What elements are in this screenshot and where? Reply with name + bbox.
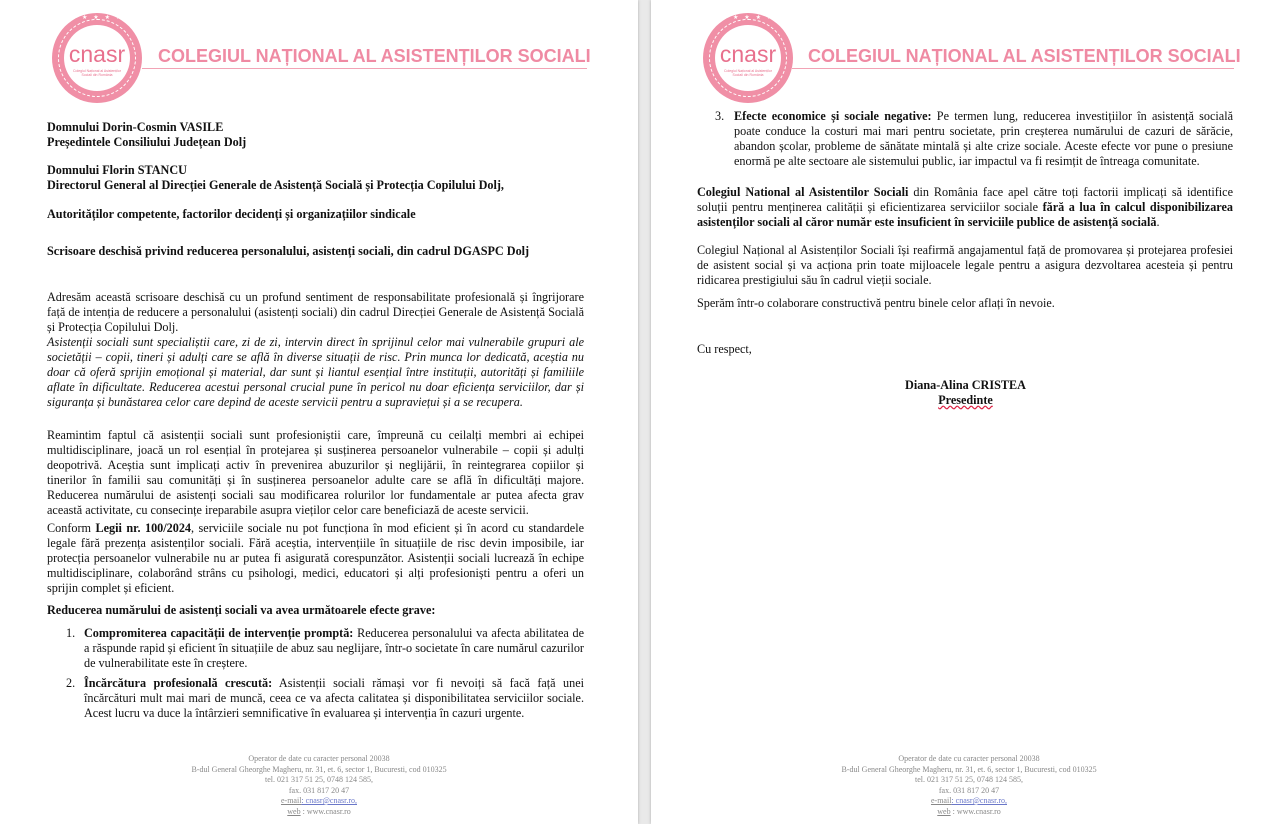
email-link[interactable]: : cnasr@cnasr.ro,: [301, 796, 357, 805]
recipient-1-title: Președintele Consiliului Județean Dolj: [47, 135, 247, 149]
law-reference: Legii nr. 100/2024: [95, 521, 192, 535]
org-name: COLEGIUL NAȚIONAL AL ASISTENȚILOR SOCIALI: [158, 46, 591, 66]
org-name: COLEGIUL NAȚIONAL AL ASISTENȚILOR SOCIALI: [808, 46, 1241, 66]
logo-subtext: Colegiul Național al Asistenților Sociali din România: [72, 68, 122, 77]
email-label: e-mail: [280, 796, 302, 805]
recipient-2-title: Directorul General al Direcției Generale de Asistență Socială și Protecția Copilului Dolj,: [47, 178, 504, 192]
header-divider: [792, 68, 1234, 69]
recipient-1-name: Domnului Dorin-Cosmin VASILE: [47, 120, 224, 134]
logo-text: cnasr: [68, 40, 126, 67]
email-label: e-mail: [930, 796, 952, 805]
list-number: 1.: [66, 626, 76, 640]
list-number: 3.: [715, 109, 725, 123]
letter-subject: Scrisoare deschisă privind reducerea personalului, asistenți sociali, din cadrul DGASPC Dolj: [47, 244, 530, 258]
effect-item-3: Efecte economice și sociale negative: Pe termen lung, reducerea investițiilor în asistență socială poate conduce la costuri mai mari pentru societate, prin creșterea numărului de cazuri de sărăcie, abandon școlar, probleme de sănătate mintală și alte crize sociale. Aceste efecte vor pune o presiune enormă pe alte sectoare ale sistemului public, iar impactul va fi resimțit de întreaga comunitate.: [734, 109, 1233, 168]
cnasr-logo: ★ ★ ★ ★ ★ ★ ★ cnasr Colegiul Național al Asistenților Sociali din România: [703, 13, 793, 103]
list-number: 2.: [66, 676, 76, 690]
web-label: web: [937, 806, 951, 816]
cnasr-logo: ★ ★ ★ ★ ★ ★ ★ cnasr Colegiul Național al Asistenților Sociali din România: [52, 13, 142, 103]
document-page-1: [0, 0, 638, 824]
paragraph-appeal: Colegiul National al Asistentilor Sociali din România face apel către toți factorii implicați să identifice soluții pentru menținerea calității și eficientizarea serviciilor sociale fără a lua în calcul disponibilizarea asistenților sociali al căror număr este insuficient în serviciile publice de asistență socială.: [697, 185, 1233, 229]
effect-item-2: Încărcătura profesională crescută: Asistenții sociali rămași vor fi nevoiți să facă față unei încărcături mult mai mari de muncă, ceea ce va afecta calitatea și disponibilitatea serviciilor sociale. Acest lucru va duce la întârzieri semnificative în evaluarea și intervenția în cazuri urgente.: [84, 676, 585, 720]
effects-heading: Reducerea numărului de asistenți sociali va avea următoarele efecte grave:: [47, 603, 436, 617]
signer-title: Presedinte: [938, 393, 993, 407]
paragraph-intro: Adresăm această scrisoare deschisă cu un profund sentiment de responsabilitate profesională și îngrijorare față de intenția de reducere a personalului (asistenți sociali) din cadrul Direcției Generale de Asistență Socială și Protecția Copilului Dolj. Asistenții sociali sunt specialiștii care, zi de zi, intervin direct în sprijinul celor mai vulnerabile grupuri ale societății – copii, tineri și adulți care se află în diverse situații de risc. Prin munca lor dedicată, aceștia nu doar că oferă sprijin emoțional și material, dar sunt și liantul esențial între instituții, autorități și familiile aflate în dificultate. Reducerea acestui personal crucial pune în pericol nu doar eficiența serviciilor, dar și siguranța și bunăstarea celor care depind de aceste servicii pentru a supraviețui și a se recupera.: [47, 290, 584, 409]
effect-item-1: Compromiterea capacității de intervenție promptă: Reducerea personalului va afecta abilitatea de a răspunde rapid și eficient în situațiile de abuz sau neglijare, într-o societate în care numărul cazurilor de vulnerabilitate este în creștere.: [84, 626, 585, 670]
paragraph-law: Conform Legii nr. 100/2024, serviciile sociale nu pot funcționa în mod eficient și în acord cu standardele legale fără prezența asistenților sociali. Fără aceștia, intervențiile în situațiile de risc devin imposibile, iar protecția persoanelor vulnerabile nu ar putea fi asigurată corespunzător. Asistenții sociali lucrează în echipe multidisciplinare, colaborând strâns cu psihologi, medici, educatori și alți profesioniști pentru a oferi un sprijin complet și eficient.: [47, 521, 584, 595]
header-divider: [142, 68, 587, 69]
page-footer: Operator de date cu caracter personal 20038 B-dul General Gheorghe Magheru, nr. 31, et. 6, sector 1, Bucuresti, cod 010325 tel. 021 317 51 25, 0748 124 585, fax. 031 817 20 47 e-mail: cnasr@cnasr.ro, web : www.cnasr.ro: [841, 754, 1097, 816]
paragraph-hope: Sperăm într-o colaborare constructivă pentru binele celor aflați în nevoie.: [697, 296, 1055, 310]
signer-name: Diana-Alina CRISTEA: [905, 378, 1026, 392]
web-label: web: [287, 806, 301, 816]
email-link[interactable]: : cnasr@cnasr.ro,: [951, 796, 1007, 805]
closing: Cu respect,: [697, 342, 752, 356]
logo-text: cnasr: [719, 40, 777, 67]
page-footer: Operator de date cu caracter personal 20038 B-dul General Gheorghe Magheru, nr. 31, et. 6, sector 1, Bucuresti, cod 010325 tel. 021 317 51 25, 0748 124 585, fax. 031 817 20 47 e-mail: cnasr@cnasr.ro, web : www.cnasr.ro: [191, 754, 447, 816]
logo-subtext: Colegiul Național al Asistenților Sociali din România: [723, 68, 773, 77]
recipient-3: Autorităților competente, factorilor decidenți și organizațiilor sindicale: [47, 207, 416, 221]
web-link[interactable]: : www.cnasr.ro: [950, 806, 1001, 816]
recipient-2-name: Domnului Florin STANCU: [47, 163, 187, 177]
paragraph-role: Reamintim faptul că asistenții sociali sunt profesioniștii care, împreună cu ceilalți membri ai echipei multidisciplinare, joacă un rol esențial în protejarea și susținerea persoanelor vulnerabile – copii și adulți deopotrivă. Aceștia sunt implicați activ în prevenirea abuzurilor și neglijării, în reintegrarea copiilor și tinerilor în familii sau comunități și în susținerea persoanelor adulte care se află în dificultăți majore. Reducerea numărului de asistenți sociali sau modificarea rolurilor lor fundamentale ar putea afecta grav această activitate, cu consecințe ireparabile asupra vieților celor care beneficiază de aceste servicii.: [47, 428, 584, 517]
document-page-2: [651, 0, 1287, 824]
web-link[interactable]: : www.cnasr.ro: [300, 806, 351, 816]
paragraph-commitment: Colegiul Național al Asistenților Sociali își reafirmă angajamentul față de promovarea și protejarea profesiei de asistent social și va acționa prin toate mijloacele legale pentru a asigura dezvoltarea acesteia și pentru ridicarea prestigiului său în cadrul vieții sociale.: [697, 243, 1233, 287]
